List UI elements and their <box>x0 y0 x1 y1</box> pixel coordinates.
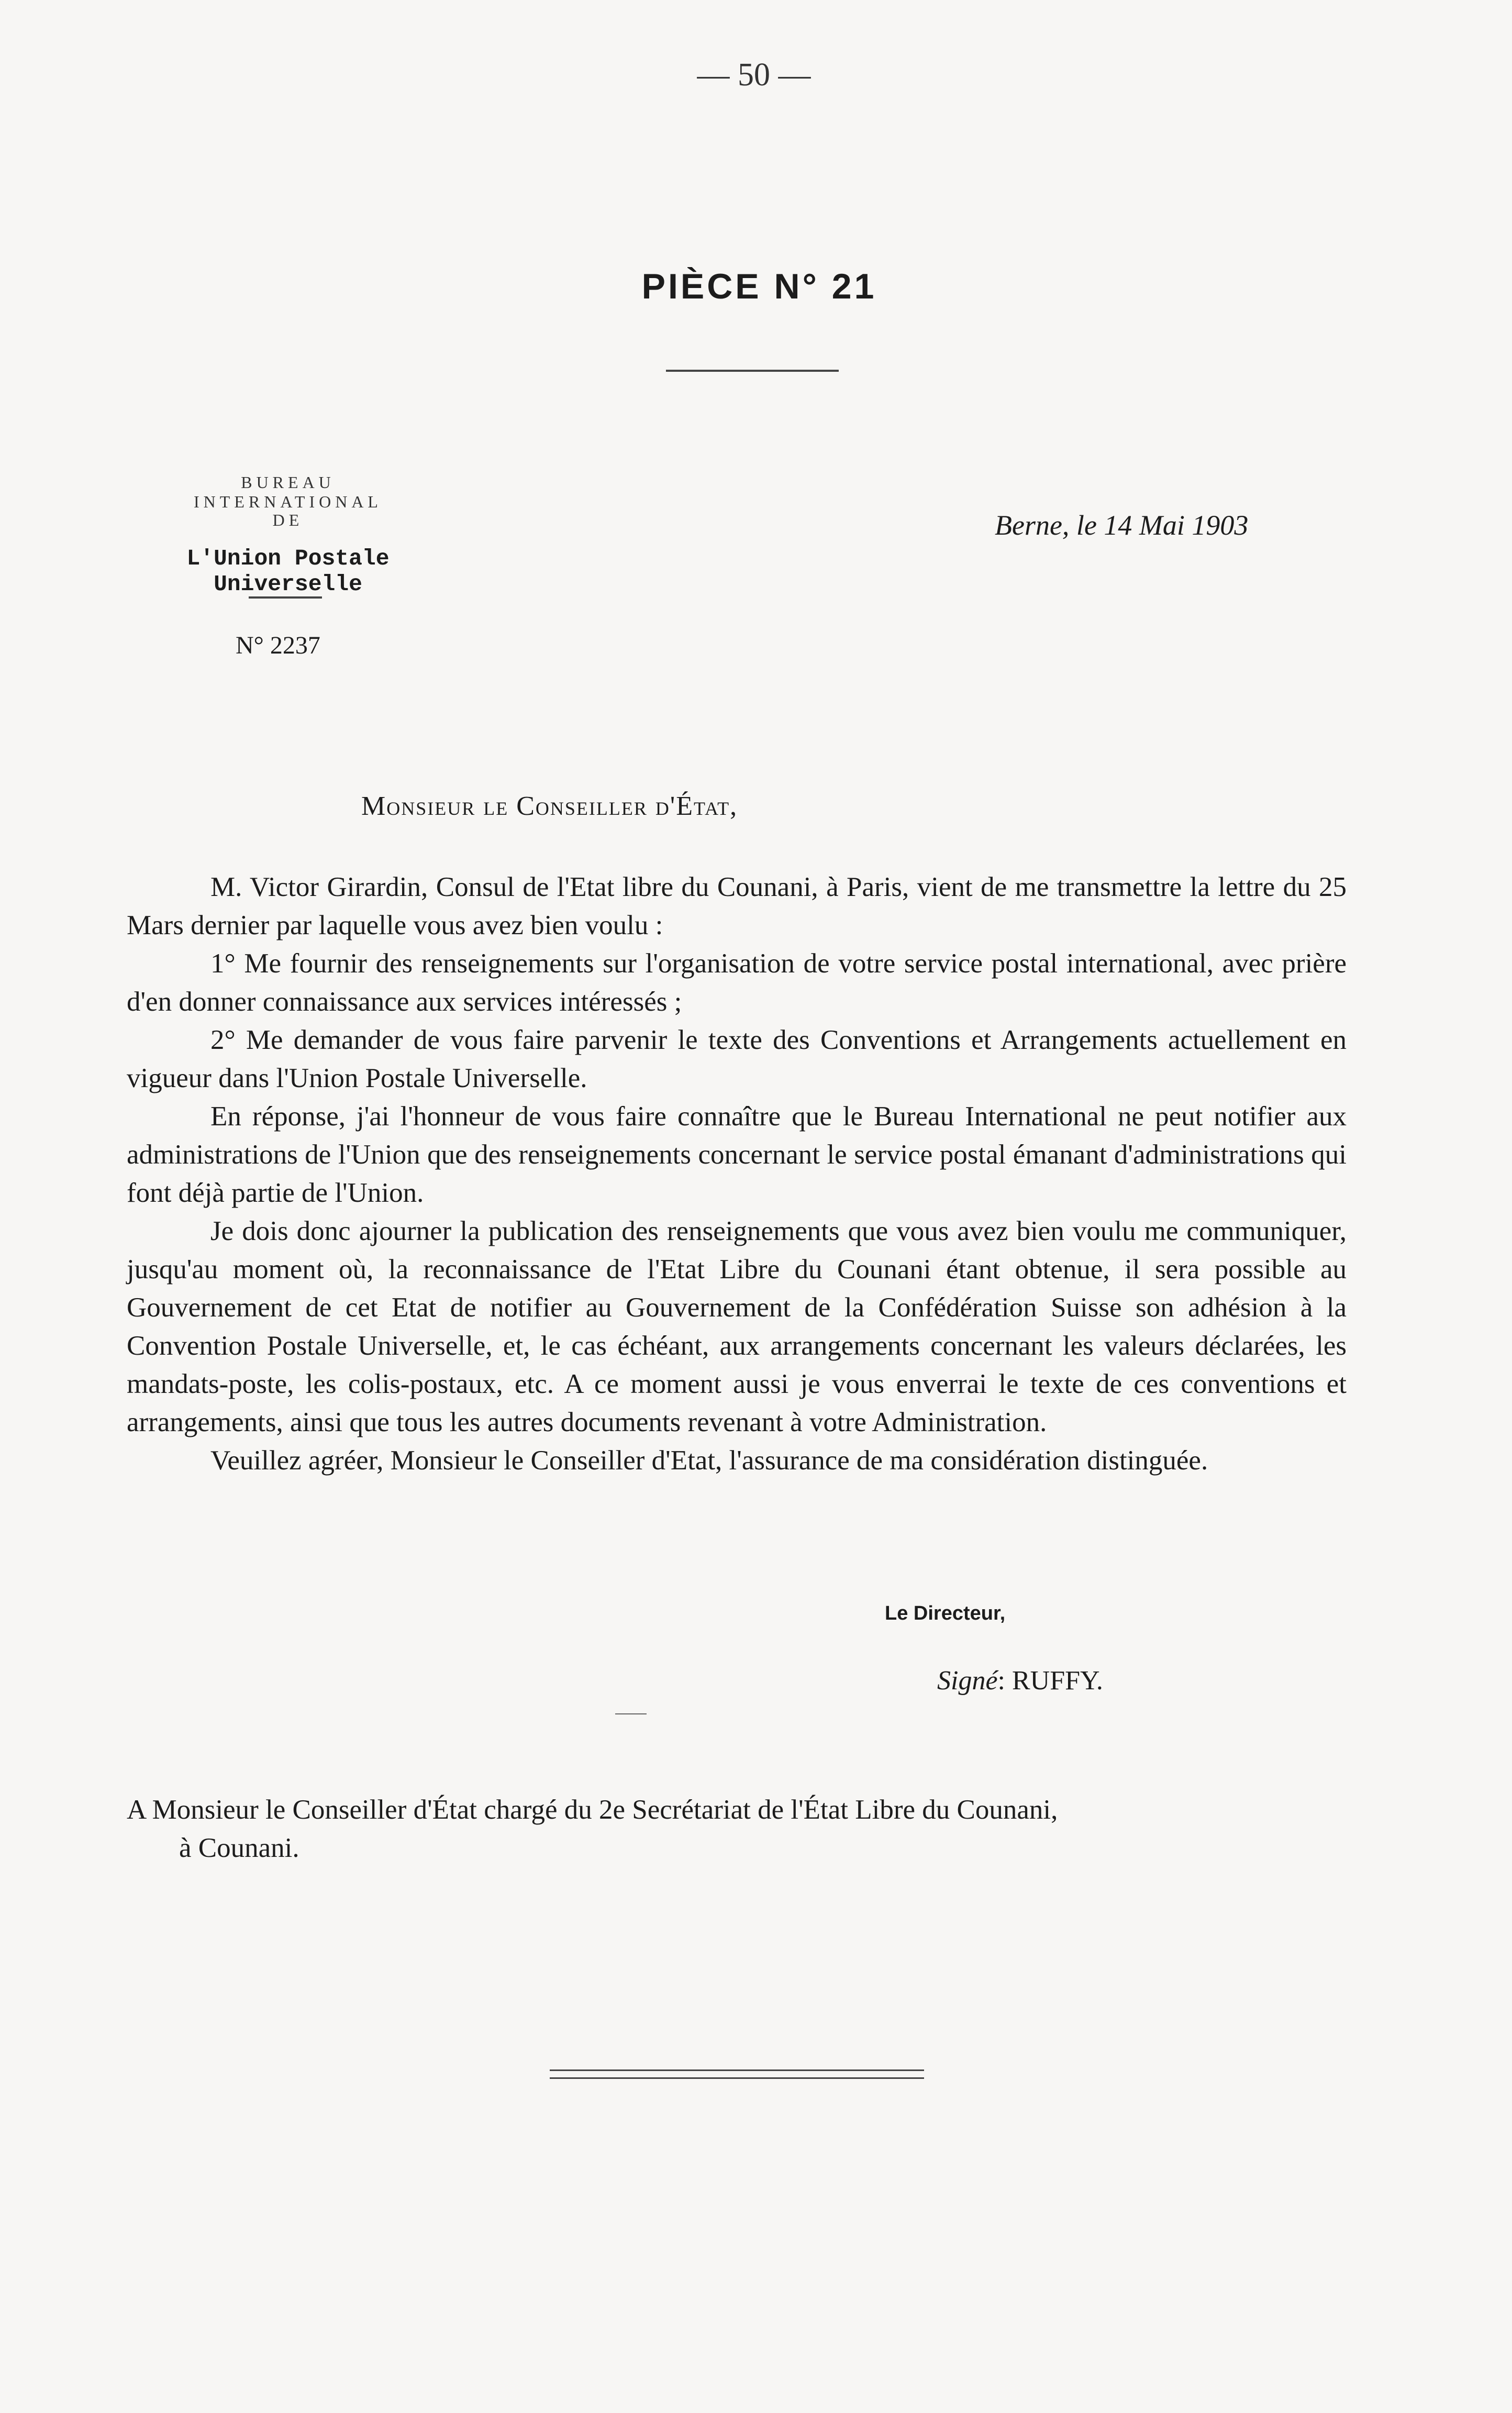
letterhead-de: DE <box>272 511 304 529</box>
paragraph-closing: Veuillez agréer, Monsieur le Conseiller d'Etat, l'assurance de ma considération distinguée. <box>210 1445 1208 1476</box>
place-date: Berne, le 14 Mai 1903 <box>995 510 1249 541</box>
letterhead-union: L'Union Postale Universelle <box>186 546 390 597</box>
addressee-line-1: A Monsieur le Conseiller d'État chargé du 2e Secrétariat de l'État Libre du Counani, <box>127 1795 1058 1825</box>
signature-line <box>937 1665 1103 1696</box>
letterhead-divider <box>249 596 322 599</box>
paragraph-point-2: 2° Me demander de vous faire parvenir le texte des Conventions et Arrangements actuellement en vigueur dans l'Union Postale Universelle. <box>127 1025 1347 1093</box>
paragraph-response: En réponse, j'ai l'honneur de vous faire connaître que le Bureau International ne peut notifier aux administrations de l'Union que des renseignements concernant le service postal émanant d'administrations qui font déjà partie de l'Union. <box>127 1101 1347 1208</box>
addressee <box>127 1791 1347 1867</box>
page-number: — 50 — <box>697 57 811 93</box>
signatory-name: : RUFFY. <box>997 1666 1103 1696</box>
reference-number: N° 2237 <box>236 632 320 659</box>
salutation: Monsieur le Conseiller d'État, <box>361 791 738 821</box>
letter-body <box>127 868 1347 1480</box>
paragraph-point-1: 1° Me fournir des renseignements sur l'organisation de votre service postal international, avec prière d'en donner connaissance aux services intéressés ; <box>127 948 1347 1017</box>
signed-label: Signé <box>937 1666 998 1696</box>
signatory-title: Le Directeur, <box>885 1602 1006 1624</box>
paragraph-intro: M. Victor Girardin, Consul de l'Etat libre du Counani, à Paris, vient de me transmettre la lettre du 25 Mars dernier par laquelle vous avez bien voulu : <box>127 872 1347 940</box>
letterhead-bureau: BUREAU INTERNATIONAL <box>194 473 382 511</box>
small-divider <box>615 1713 647 1714</box>
closing-double-rule <box>550 2069 924 2079</box>
paragraph-postponement: Je dois donc ajourner la publication des renseignements que vous avez bien voulu me communiquer, jusqu'au moment où, la reconnaissance de l'Etat Libre du Counani étant obtenue, il sera possible au Gouvernement de cet Etat de notifier au Gouvernement de la Confédération Suisse son adhésion à la Convention Postale Universelle, et, le cas échéant, aux arrangements concernant les valeurs déclarées, les mandats-poste, les colis-postaux, etc. A ce moment aussi je vous enverrai le texte de ces conventions et arrangements, ainsi que tous les autres documents revenant à votre Administration. <box>127 1216 1347 1437</box>
addressee-line-2: à Counani. <box>179 1833 299 1863</box>
piece-title: PIÈCE N° 21 <box>641 267 877 306</box>
title-underline <box>666 370 839 372</box>
